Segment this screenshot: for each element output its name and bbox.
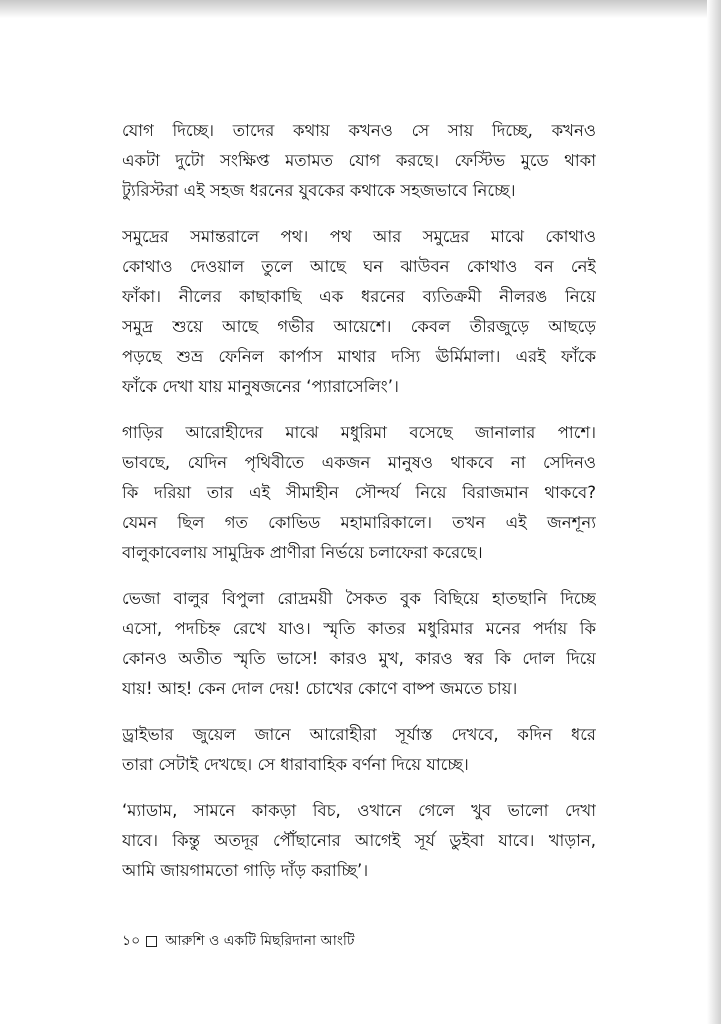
- paragraph-2: [122, 222, 596, 402]
- text-line: কোনও অতীত স্মৃতি ভাসে! কারও মুখ, কারও স্বর কি দোল দিয়ে: [122, 649, 596, 668]
- text-line: বালুকাবেলায় সামুদ্রিক প্রাণীরা নির্ভয়ে চলাফেরা করেছে।: [122, 543, 483, 562]
- text-line: যাবে। কিন্তু অতদূর পৌঁছানোর আগেই সূর্য ডুইবা যাবে। খাড়ান,: [122, 831, 596, 850]
- text-line: ফাঁকে দেখা যায় মানুষজনের ‘প্যারাসেলিং’।: [122, 377, 399, 396]
- text-line: এসো, পদচিহ্ন রেখে যাও। স্মৃতি কাতর মধুরিমার মনের পর্দায় কি: [122, 619, 596, 638]
- paragraph-4: [122, 584, 596, 704]
- text-line: আমি জায়গামতো গাড়ি দাঁড় করাচ্ছি’।: [122, 861, 369, 880]
- text-line: যায়! আহ! কেন দোল দেয়! চোখের কোণে বাষ্প জমতে চায়।: [122, 679, 518, 698]
- page-number: ১০: [122, 933, 141, 949]
- paragraph-5: [122, 720, 596, 780]
- text-line: সমুদ্রের সমান্তরালে পথ। পথ আর সমুদ্রের মাঝে কোথাও: [122, 227, 596, 246]
- text-line: যোগ দিচ্ছে। তাদের কথায় কখনও সে সায় দিচ্ছে, কখনও: [122, 121, 596, 140]
- text-line: সমুদ্র শুয়ে আছে গভীর আয়েশে। কেবল তীরজুড়ে আছড়ে: [122, 317, 596, 336]
- paragraph-3: [122, 418, 596, 568]
- text-line: গাড়ির আরোহীদের মাঝে মধুরিমা বসেছে জানালার পাশে।: [122, 423, 596, 442]
- page-footer: [122, 930, 355, 952]
- running-book-title: আরুশি ও একটি মিছরিদানা আংটি: [165, 933, 355, 949]
- square-separator-icon: [146, 936, 157, 947]
- body-text: [122, 116, 596, 902]
- text-line: পড়ছে শুভ্র ফেনিল কার্পাস মাথার দস্যি ঊর্মিমালা। এরই ফাঁকে: [122, 347, 596, 366]
- paragraph-6: [122, 796, 596, 886]
- text-line: ‘ম্যাডাম, সামনে কাকড়া বিচ, ওখানে গেলে খুব ভালো দেখা: [122, 801, 596, 820]
- paragraph-1: [122, 116, 596, 206]
- text-line: ভাবছে, যেদিন পৃথিবীতে একজন মানুষও থাকবে না সেদিনও: [122, 453, 596, 472]
- text-line: ট্যুরিস্টরা এই সহজ ধরনের যুবকের কথাকে সহজভাবে নিচ্ছে।: [122, 181, 516, 200]
- text-line: তারা সেটাই দেখছে। সে ধারাবাহিক বর্ণনা দিয়ে যাচ্ছে।: [122, 755, 469, 774]
- text-line: একটা দুটো সংক্ষিপ্ত মতামত যোগ করছে। ফেস্টিভ মুডে থাকা: [122, 151, 596, 170]
- text-line: ফাঁকা। নীলের কাছাকাছি এক ধরনের ব্যতিক্রমী নীলরঙ নিয়ে: [122, 287, 596, 306]
- text-line: কি দরিয়া তার এই সীমাহীন সৌন্দর্য নিয়ে বিরাজমান থাকবে?: [122, 483, 596, 502]
- page-top-shadow: [0, 0, 721, 18]
- text-line: ভেজা বালুর বিপুলা রোদ্রময়ী সৈকত বুক বিছিয়ে হাতছানি দিচ্ছে: [122, 589, 596, 608]
- text-line: কোথাও দেওয়াল তুলে আছে ঘন ঝাউবন কোথাও বন নেই: [122, 257, 596, 276]
- text-line: যেমন ছিল গত কোভিড মহামারিকালে। তখন এই জনশূন্য: [122, 513, 596, 532]
- text-line: ড্রাইভার জুয়েল জানে আরোহীরা সূর্যাস্ত দেখবে, কদিন ধরে: [122, 725, 596, 744]
- page-right-shadow: [707, 0, 721, 1024]
